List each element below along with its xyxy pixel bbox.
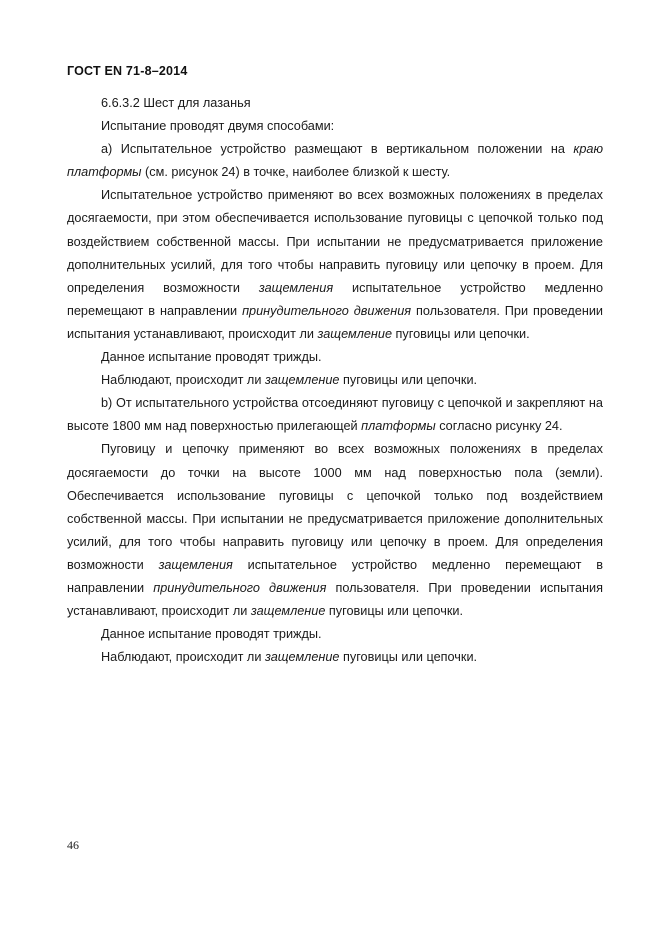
paragraph-repeat-a: Данное испытание проводят трижды. <box>101 350 322 365</box>
document-body <box>67 92 603 669</box>
paragraph-method-b-details: Пуговицу и цепочку применяют во всех возможных положениях в пределах досягаемости до точки на высоте 1000 мм над поверхностью пола (земли). Обеспечивается использование пуговицы с цепочкой только под воздействием собственной массы. При испытании не предусматривается приложение дополнительных усилий, для того чтобы направить пуговицу или цепочку в проем. Для определения возможности защемления испытательное устройство медленно перемещают в направлении принудительного движения пользователя. При проведении испытания устанавливают, происходит ли защемление пуговицы или цепочки. <box>67 442 603 619</box>
paragraph-observe-b: Наблюдают, происходит ли защемление пуговицы или цепочки. <box>101 650 478 665</box>
paragraph-observe-a: Наблюдают, происходит ли защемление пуговицы или цепочки. <box>101 373 478 388</box>
document-header-title: ГОСТ EN 71-8–2014 <box>67 64 188 78</box>
page-number: 46 <box>67 838 79 852</box>
paragraph-intro: Испытание проводят двумя способами: <box>101 119 335 134</box>
paragraph-method-a: a) Испытательное устройство размещают в вертикальном положении на краю платформы (см. рисунок 24) в точке, наиболее близкой к шесту. <box>67 142 603 180</box>
section-heading: 6.6.3.2 Шест для лазанья <box>101 96 251 110</box>
paragraph-method-b: b) От испытательного устройства отсоединяют пуговицу с цепочкой и закрепляют на высоте 1800 мм над поверхностью прилегающей платформы согласно рисунку 24. <box>67 396 603 434</box>
paragraph-repeat-b: Данное испытание проводят трижды. <box>101 627 322 642</box>
paragraph-method-a-details: Испытательное устройство применяют во всех возможных положениях в пределах досягаемости, при этом обеспечивается использование пуговицы с цепочкой только под воздействием собственной массы. При испытании не предусматривается приложение дополнительных усилий, для того чтобы направить пуговицу или цепочку в проем. Для определения возможности защемления испытательное устройство медленно перемещают в направлении принудительного движения пользователя. При проведении испытания устанавливают, происходит ли защемление пуговицы или цепочки. <box>67 188 604 341</box>
